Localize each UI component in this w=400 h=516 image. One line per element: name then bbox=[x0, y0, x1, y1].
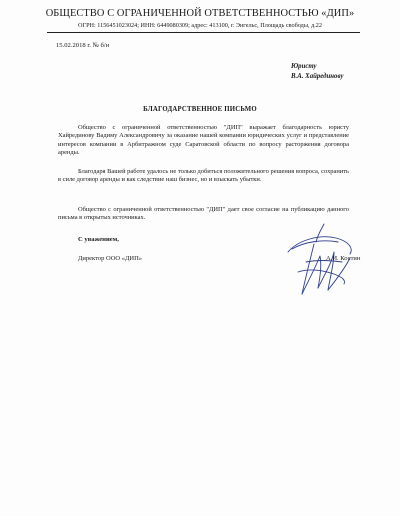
handwritten-signature bbox=[258, 222, 368, 302]
header-divider bbox=[47, 32, 360, 33]
recipient-name: В.А. Хайрединову bbox=[291, 73, 344, 80]
date-and-number: 15.02.2018 г. № б/н bbox=[56, 42, 110, 49]
signatory-name: А.И. Костин bbox=[326, 255, 361, 262]
closing-phrase: С уважением, bbox=[78, 236, 119, 243]
company-name: ОБЩЕСТВО С ОГРАНИЧЕННОЙ ОТВЕТСТВЕННОСТЬЮ «ДИП» bbox=[45, 8, 355, 19]
company-requisites: ОГРН: 1156451023024; ИНН: 6449080309; адрес: 413100, г. Энгельс, Площадь свободы, д.22 bbox=[78, 22, 322, 29]
signatory-position: Директор ООО «ДИП» bbox=[78, 255, 143, 262]
document-title: БЛАГОДАРСТВЕННОЕ ПИСЬМО bbox=[143, 106, 257, 113]
paragraph-consent: Общество с ограниченной ответственностью "ДИП" дает свое согласие на публикацию данного письма в открытых источниках. bbox=[58, 206, 349, 222]
recipient-block bbox=[291, 62, 344, 82]
recipient-title: Юристу bbox=[291, 63, 317, 70]
paragraph-gratitude: Общество с ограниченной ответственностью "ДИП" выражает благодарность юристу Хайрединову Вадиму Александровичу за оказание нашей компании юридических услуг и представление интересов компании в Арбитражном суде Саратовской области по вопросу расторжения договора аренды. bbox=[58, 124, 349, 157]
paragraph-result: Благодаря Вашей работе удалось не только добиться положительного решения вопроса, сохранить в силе договор аренды и как следствие наш бизнес, но и взыскать убытки. bbox=[58, 168, 349, 184]
